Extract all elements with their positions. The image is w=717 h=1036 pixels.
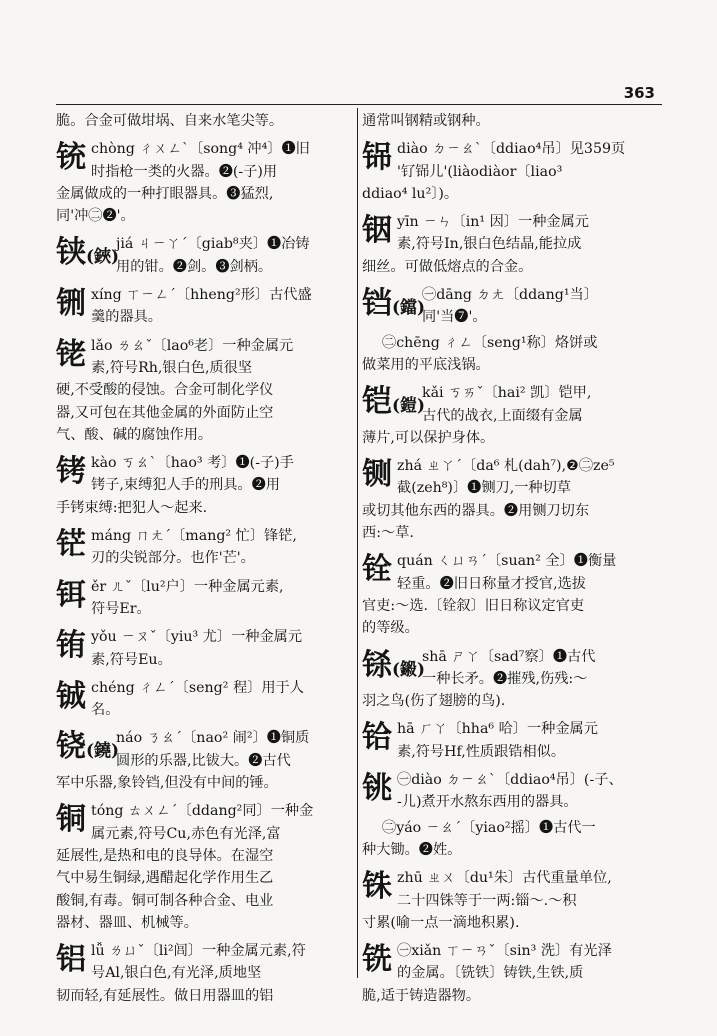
entry-text-line: xíng ㄒㄧㄥˊ〔hheng²形〕古代盛 bbox=[91, 287, 312, 304]
entry-text-line: 同'冲㊁❷'。 bbox=[56, 208, 135, 225]
entry-text-line: 的等级。 bbox=[362, 620, 419, 637]
entry-headword bbox=[56, 284, 86, 324]
entry-text-line: yīn ㄧㄣ〔in¹ 因〕一种金属元 bbox=[397, 214, 589, 231]
dictionary-entry bbox=[362, 284, 652, 329]
entry-text-line: 用的钳。❷剑。❸剑柄。 bbox=[116, 258, 273, 275]
entry-text-line: 刃的尖锐部分。也作'芒'。 bbox=[91, 550, 255, 567]
entry-text-line: 羹的器具。 bbox=[91, 309, 162, 326]
entry-text-line: 军中乐器,象铃铛,但没有中间的锤。 bbox=[56, 775, 278, 792]
headword-char: 铪 bbox=[362, 720, 392, 756]
entry-text-line: 的金属。〔铣铁〕铸铁,生铁,质 bbox=[397, 965, 584, 982]
dictionary-entry bbox=[362, 940, 652, 1007]
entry-headword bbox=[56, 727, 119, 771]
entry-text-line: 时指枪一类的火器。❷(-子)用 bbox=[91, 163, 278, 180]
entry-text-line: hā ㄏㄚ〔hha⁶ 哈〕一种金属元 bbox=[397, 721, 598, 738]
entry-text-line: 寸累(喻一点一滴地积累). bbox=[362, 914, 520, 931]
entry-headword bbox=[56, 800, 86, 840]
dictionary-entry bbox=[56, 800, 346, 934]
entry-text-line: 做菜用的平底浅锅。 bbox=[362, 356, 490, 373]
entry-headword bbox=[362, 769, 392, 809]
entry-text-line: 素,符号Rh,银白色,质很坚 bbox=[91, 359, 253, 376]
entry-text-line: 气中易生铜绿,遇醋起化学作用生乙 bbox=[56, 870, 274, 887]
entry-headword bbox=[56, 452, 86, 492]
headword-char: 铜 bbox=[56, 802, 86, 838]
headword-variant: (鐃) bbox=[86, 741, 120, 762]
dictionary-entry bbox=[362, 867, 652, 934]
headword-char: 铑 bbox=[56, 336, 86, 372]
entry-text-line: 二十四铢等于一两:锱～.～积 bbox=[397, 892, 577, 909]
entry-headword bbox=[362, 718, 392, 758]
entry-text-line: 截(zeh⁸)〕❶铡刀,一种切草 bbox=[397, 480, 571, 497]
entry-headword bbox=[362, 867, 392, 907]
right-column bbox=[362, 110, 652, 1007]
entry-sub-reading bbox=[362, 817, 652, 862]
headword-char: 铢 bbox=[362, 869, 392, 905]
headword-char: 铫 bbox=[362, 771, 392, 807]
entry-headword bbox=[362, 382, 425, 426]
headword-char: 铣 bbox=[362, 942, 392, 978]
headword-char: 铳 bbox=[56, 140, 86, 176]
entry-text-line: diào ㄉㄧㄠˋ〔ddiao⁴吊〕见359页 bbox=[397, 141, 626, 158]
headword-char: 铞 bbox=[362, 140, 392, 176]
entry-text-line: '钌铞儿'(liàodiàor〔liao³ bbox=[397, 163, 563, 180]
headword-char: 铝 bbox=[56, 942, 86, 978]
entry-text-line: -儿)煮开水熬东西用的器具。 bbox=[397, 794, 578, 811]
headword-char: 铡 bbox=[362, 457, 392, 493]
dictionary-entry bbox=[56, 233, 346, 278]
entry-headword bbox=[56, 138, 86, 178]
entry-text-line: 素,符号Hf,性质跟锆相似。 bbox=[397, 743, 566, 760]
entry-text-line: lǎo ㄌㄠˇ〔lao⁶老〕一种金属元 bbox=[91, 337, 294, 354]
entry-text-line: yǒu ㄧㄡˇ〔yiu³ 尤〕一种金属元 bbox=[91, 629, 303, 646]
entry-headword bbox=[362, 211, 392, 251]
entry-text-line: 延展性,是热和电的良导体。在湿空 bbox=[56, 847, 274, 864]
entry-text-line: 金属做成的一种打眼器具。❸猛烈, bbox=[56, 185, 274, 202]
dictionary-entry bbox=[56, 727, 346, 794]
headword-char: 铨 bbox=[362, 552, 392, 588]
entry-text-line: kào ㄎㄠˋ〔hao³ 考〕❶(-子)手 bbox=[91, 455, 294, 472]
entry-text-line: 素,符号Eu。 bbox=[91, 651, 172, 668]
entry-text-line: 薄片,可以保护身体。 bbox=[362, 429, 495, 446]
entry-text-line: ㊀dāng ㄉㄤ〔ddang¹当〕 bbox=[422, 287, 598, 304]
dictionary-entry bbox=[56, 138, 346, 227]
headword-char: 铟 bbox=[362, 213, 392, 249]
entry-headword bbox=[56, 940, 86, 980]
entry-text-line: 种大锄。❷姓。 bbox=[362, 841, 462, 858]
entry-text-line: 器,又可包在其他金属的外面防止空 bbox=[56, 404, 274, 421]
headword-variant: (鎩) bbox=[392, 659, 426, 680]
entry-text-line: shā ㄕㄚ〔sad⁷察〕❶古代 bbox=[422, 648, 596, 665]
entry-text-line: ㊁chēng ㄔㄥ〔seng¹称〕烙饼或 bbox=[382, 334, 598, 351]
entry-headword bbox=[362, 138, 392, 178]
entry-text-line: 古代的战衣,上面缀有金属 bbox=[422, 407, 583, 424]
entry-text-line: 轻重。❷旧日称量才授官,选拔 bbox=[397, 575, 586, 592]
entry-text-line: chòng ㄔㄨㄥˋ〔song⁴ 冲⁴〕❶旧 bbox=[91, 141, 310, 158]
entry-text-line: 铐子,束缚犯人手的刑具。❷用 bbox=[91, 477, 280, 494]
entry-text-line: náo ㄋㄠˊ〔nao² 闹²〕❶铜质 bbox=[116, 730, 310, 747]
entry-text-line: 名。 bbox=[91, 702, 120, 719]
entry-text-line: máng ㄇㄤˊ〔mang² 忙〕锋铓, bbox=[91, 528, 297, 545]
page-number: 363 bbox=[623, 84, 655, 102]
dictionary-entry bbox=[56, 940, 346, 1007]
entry-headword bbox=[362, 940, 392, 980]
headword-char: 铖 bbox=[56, 678, 86, 714]
headword-char: 铩 bbox=[362, 647, 392, 683]
entry-text-line: 号Al,银白色,有光泽,质地坚 bbox=[91, 965, 262, 982]
entry-text-line: ㊀xiǎn ㄒㄧㄢˇ〔sin³ 洗〕有光泽 bbox=[397, 943, 612, 960]
headword-char: 铏 bbox=[56, 286, 86, 322]
entry-sub-reading bbox=[362, 332, 652, 377]
entry-headword bbox=[56, 233, 119, 277]
entry-text-line: 符号Er。 bbox=[91, 600, 151, 617]
entry-headword bbox=[56, 677, 86, 717]
headword-char: 铓 bbox=[56, 527, 86, 563]
dictionary-entry bbox=[56, 452, 346, 519]
dictionary-entry bbox=[362, 718, 652, 763]
entry-text-line: 一种长矛。❷摧残,伤残:～ bbox=[422, 670, 588, 687]
entry-headword bbox=[362, 646, 425, 690]
entry-text-line: tóng ㄊㄨㄥˊ〔ddang²同〕一种金 bbox=[91, 803, 314, 820]
entry-headword bbox=[362, 284, 425, 328]
entry-headword bbox=[362, 550, 392, 590]
entry-text-line: 器材、器皿、机械等。 bbox=[56, 914, 198, 931]
entry-text-line: 手铐束缚:把犯人～起来. bbox=[56, 499, 208, 516]
dictionary-entry bbox=[362, 769, 652, 814]
continuation-line: 通常叫钢精或钢种。 bbox=[362, 113, 490, 129]
entry-text-line: ddiao⁴ lu²〕)。 bbox=[362, 185, 459, 202]
entry-text-line: ㊀diào ㄉㄧㄠˋ〔ddiao⁴吊〕(-子、 bbox=[397, 772, 623, 789]
column-divider bbox=[357, 108, 358, 978]
header-rule bbox=[56, 104, 662, 105]
continuation-line: 脆。合金可做坩埚、自来水笔尖等。 bbox=[56, 113, 284, 129]
entry-text-line: 硬,不受酸的侵蚀。合金可制化学仪 bbox=[56, 382, 274, 399]
headword-char: 铠 bbox=[362, 384, 392, 420]
entry-text-line: 羽之鸟(伤了翅膀的鸟). bbox=[362, 693, 506, 710]
entry-text-line: 素,符号In,银白色结晶,能拉成 bbox=[397, 236, 582, 253]
entry-text-line: 官吏:～选.〔铨叙〕旧日称议定官吏 bbox=[362, 597, 585, 614]
entry-text-line: quán ㄑㄩㄢˊ〔suan² 全〕❶衡量 bbox=[397, 553, 617, 570]
entry-text-line: jiá ㄐㄧㄚˊ〔giab⁸夹〕❶冶铸 bbox=[116, 236, 310, 253]
entry-text-line: lǚ ㄌㄩˇ〔li²闾〕一种金属元素,符 bbox=[91, 943, 306, 960]
entry-text-line: ㊁yáo ㄧㄠˊ〔yiao²摇〕❶古代一 bbox=[382, 819, 596, 836]
entry-headword bbox=[362, 455, 392, 495]
entry-text-line: 酸铜,有毒。铜可制各种合金、电业 bbox=[56, 892, 274, 909]
entry-text-line: 属元素,符号Cu,赤色有光泽,富 bbox=[91, 825, 281, 842]
entry-text-line: chéng ㄔㄥˊ〔seng² 程〕用于人 bbox=[91, 679, 304, 696]
headword-variant: (鎧) bbox=[392, 396, 426, 417]
entry-text-line: 脆,适于铸造器物。 bbox=[362, 987, 481, 1004]
entry-headword bbox=[56, 626, 86, 666]
headword-char: 铒 bbox=[56, 577, 86, 613]
dictionary-entry bbox=[56, 576, 346, 621]
headword-char: 铛 bbox=[362, 286, 392, 322]
headword-variant: (鋏) bbox=[86, 247, 120, 268]
headword-variant: (鐺) bbox=[392, 298, 426, 319]
dictionary-entry bbox=[362, 646, 652, 713]
headword-char: 铕 bbox=[56, 628, 86, 664]
entry-text-line: 气、酸、碱的腐蚀作用。 bbox=[56, 426, 213, 443]
left-column bbox=[56, 110, 346, 1007]
dictionary-entry bbox=[56, 626, 346, 671]
entry-headword bbox=[56, 576, 86, 616]
entry-text-line: 细丝。可做低熔点的合金。 bbox=[362, 258, 533, 275]
dictionary-entry bbox=[362, 382, 652, 449]
dictionary-entry bbox=[362, 455, 652, 544]
dictionary-entry bbox=[362, 211, 652, 278]
entry-text-line: kǎi ㄎㄞˇ〔hai² 凯〕铠甲, bbox=[422, 385, 592, 402]
entry-text-line: 圆形的乐器,比钹大。❷古代 bbox=[116, 752, 291, 769]
entry-text-line: zhá ㄓㄚˊ〔da⁶ 札(dah⁷),❷㊁ze⁵ bbox=[397, 458, 615, 475]
dictionary-entry bbox=[362, 550, 652, 639]
headword-char: 铐 bbox=[56, 454, 86, 490]
entry-text-line: 韧而轻,有延展性。做日用器皿的铝 bbox=[56, 987, 274, 1004]
dictionary-entry bbox=[56, 335, 346, 446]
dictionary-entry bbox=[56, 677, 346, 722]
entry-text-line: 同'当❼'。 bbox=[422, 309, 487, 326]
dictionary-entry bbox=[56, 525, 346, 570]
entry-text-line: ěr ㄦˇ〔lu²户〕一种金属元素, bbox=[91, 578, 284, 595]
entry-text-line: 西:～草. bbox=[362, 525, 414, 542]
entry-headword bbox=[56, 525, 86, 565]
entry-headword bbox=[56, 335, 86, 375]
dictionary-entry bbox=[56, 284, 346, 329]
dictionary-entry bbox=[362, 138, 652, 205]
entry-text-line: zhū ㄓㄨ〔du¹朱〕古代重量单位, bbox=[397, 870, 612, 887]
entry-text-line: 或切其他东西的器具。❷用铡刀切东 bbox=[362, 502, 590, 519]
headword-char: 铗 bbox=[56, 235, 86, 271]
headword-char: 铙 bbox=[56, 729, 86, 765]
